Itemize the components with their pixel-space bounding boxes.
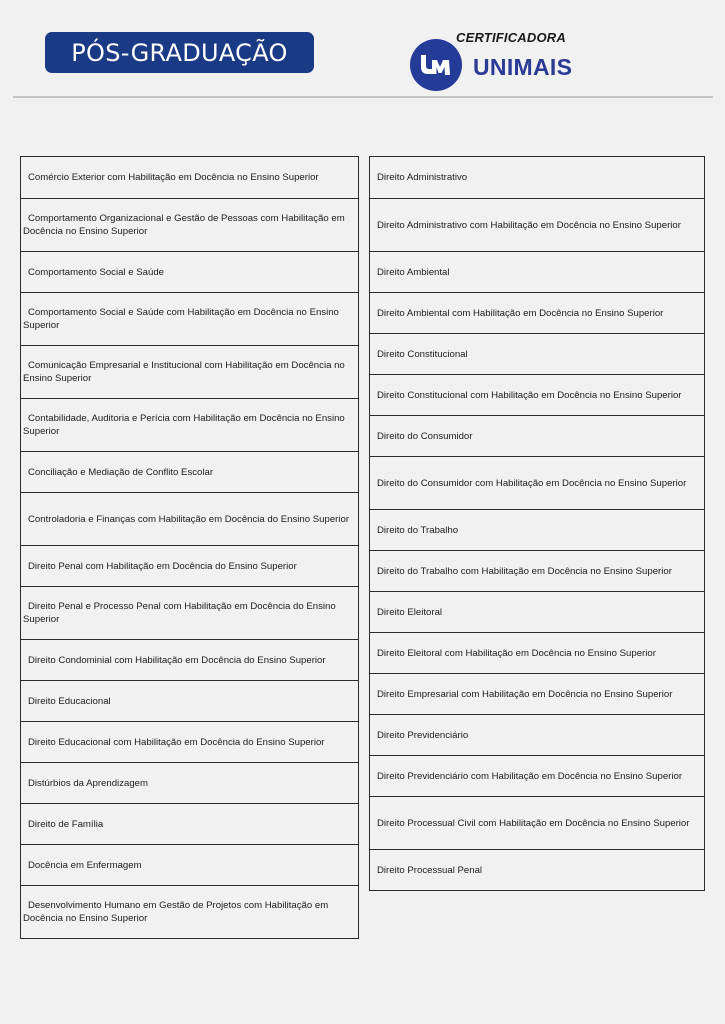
courses-table-right [369,156,705,891]
course-row [370,198,704,251]
course-name: Direito Ambiental com Habilitação em Docência no Ensino Superior [377,307,664,319]
course-row [21,803,358,844]
course-row [21,639,358,680]
courses-table-left [20,156,359,939]
course-row [21,398,358,451]
course-name: Direito de Família [28,818,104,830]
course-row [370,591,704,632]
course-name: Direito Educacional [28,695,111,707]
course-name: Conciliação e Mediação de Conflito Escolar [28,466,214,478]
course-name: Desenvolvimento Humano em Gestão de Projetos com Habilitação em Docência no Ensino Superior [23,900,329,924]
course-row [21,586,358,639]
course-row [21,157,358,198]
course-name: Comportamento Organizacional e Gestão de Pessoas com Habilitação em Docência no Ensino Superior [23,213,345,237]
course-row [370,550,704,591]
course-name: Direito Administrativo com Habilitação em Docência no Ensino Superior [377,219,681,231]
logo-tagline: CERTIFICADORA [456,30,566,45]
course-name: Direito Processual Penal [377,864,483,876]
course-name: Direito Empresarial com Habilitação em Docência no Ensino Superior [377,688,673,700]
course-row [21,680,358,721]
um-monogram-icon [419,52,453,78]
course-name: Direito Ambiental [377,266,450,278]
course-name: Direito do Trabalho [377,524,459,536]
course-name: Direito Constitucional com Habilitação em Docência no Ensino Superior [377,389,682,401]
course-row [370,157,704,198]
course-name: Direito Educacional com Habilitação em Docência do Ensino Superior [28,736,325,748]
course-name: Direito Processual Civil com Habilitação em Docência no Ensino Superior [377,817,690,829]
title-badge: PÓS-GRADUAÇÃO [45,32,314,73]
course-row [370,415,704,456]
course-row [370,673,704,714]
course-name: Direito Previdenciário com Habilitação em Docência no Ensino Superior [377,770,683,782]
course-row [21,762,358,803]
course-name: Direito do Consumidor [377,430,473,442]
course-name: Comércio Exterior com Habilitação em Docência no Ensino Superior [28,172,319,183]
course-name: Direito Penal e Processo Penal com Habilitação em Docência do Ensino Superior [23,601,336,625]
course-row [21,545,358,586]
course-row [21,451,358,492]
course-row [370,714,704,755]
course-row [21,492,358,545]
course-row [21,721,358,762]
course-row [21,885,358,938]
course-name: Comportamento Social e Saúde [28,266,164,278]
unimais-logo [410,28,590,94]
logo-monogram-icon [410,39,462,91]
course-name: Contabilidade, Auditoria e Perícia com Habilitação em Docência no Ensino Superior [23,413,345,437]
course-row [21,345,358,398]
course-row [21,292,358,345]
course-name: Direito Previdenciário [377,729,469,741]
course-row [370,374,704,415]
course-name: Direito Penal com Habilitação em Docência do Ensino Superior [28,560,297,572]
course-row [370,509,704,550]
course-name: Direito Condominial com Habilitação em Docência do Ensino Superior [28,654,326,666]
course-row [370,251,704,292]
course-name: Direito Eleitoral com Habilitação em Docência no Ensino Superior [377,647,656,659]
header-divider [13,96,713,98]
logo-name: UNIMAIS [473,54,573,80]
course-row [370,292,704,333]
course-row [21,198,358,251]
course-row [21,251,358,292]
course-row [370,632,704,673]
course-row [21,844,358,885]
course-name: Controladoria e Finanças com Habilitação em Docência do Ensino Superior [28,513,350,525]
course-row [370,796,704,849]
course-row [370,755,704,796]
course-name: Docência em Enfermagem [28,859,142,871]
course-name: Comunicação Empresarial e Institucional com Habilitação em Docência no Ensino Superior [23,360,345,384]
course-row [370,849,704,890]
course-name: Direito do Consumidor com Habilitação em Docência no Ensino Superior [377,477,687,489]
course-row [370,333,704,374]
course-name: Direito Eleitoral [377,606,443,618]
course-name: Direito Administrativo [377,172,468,183]
course-name: Comportamento Social e Saúde com Habilitação em Docência no Ensino Superior [23,307,339,331]
course-name: Distúrbios da Aprendizagem [28,777,148,789]
course-row [370,456,704,509]
course-name: Direito Constitucional [377,348,468,360]
course-name: Direito do Trabalho com Habilitação em Docência no Ensino Superior [377,565,672,577]
